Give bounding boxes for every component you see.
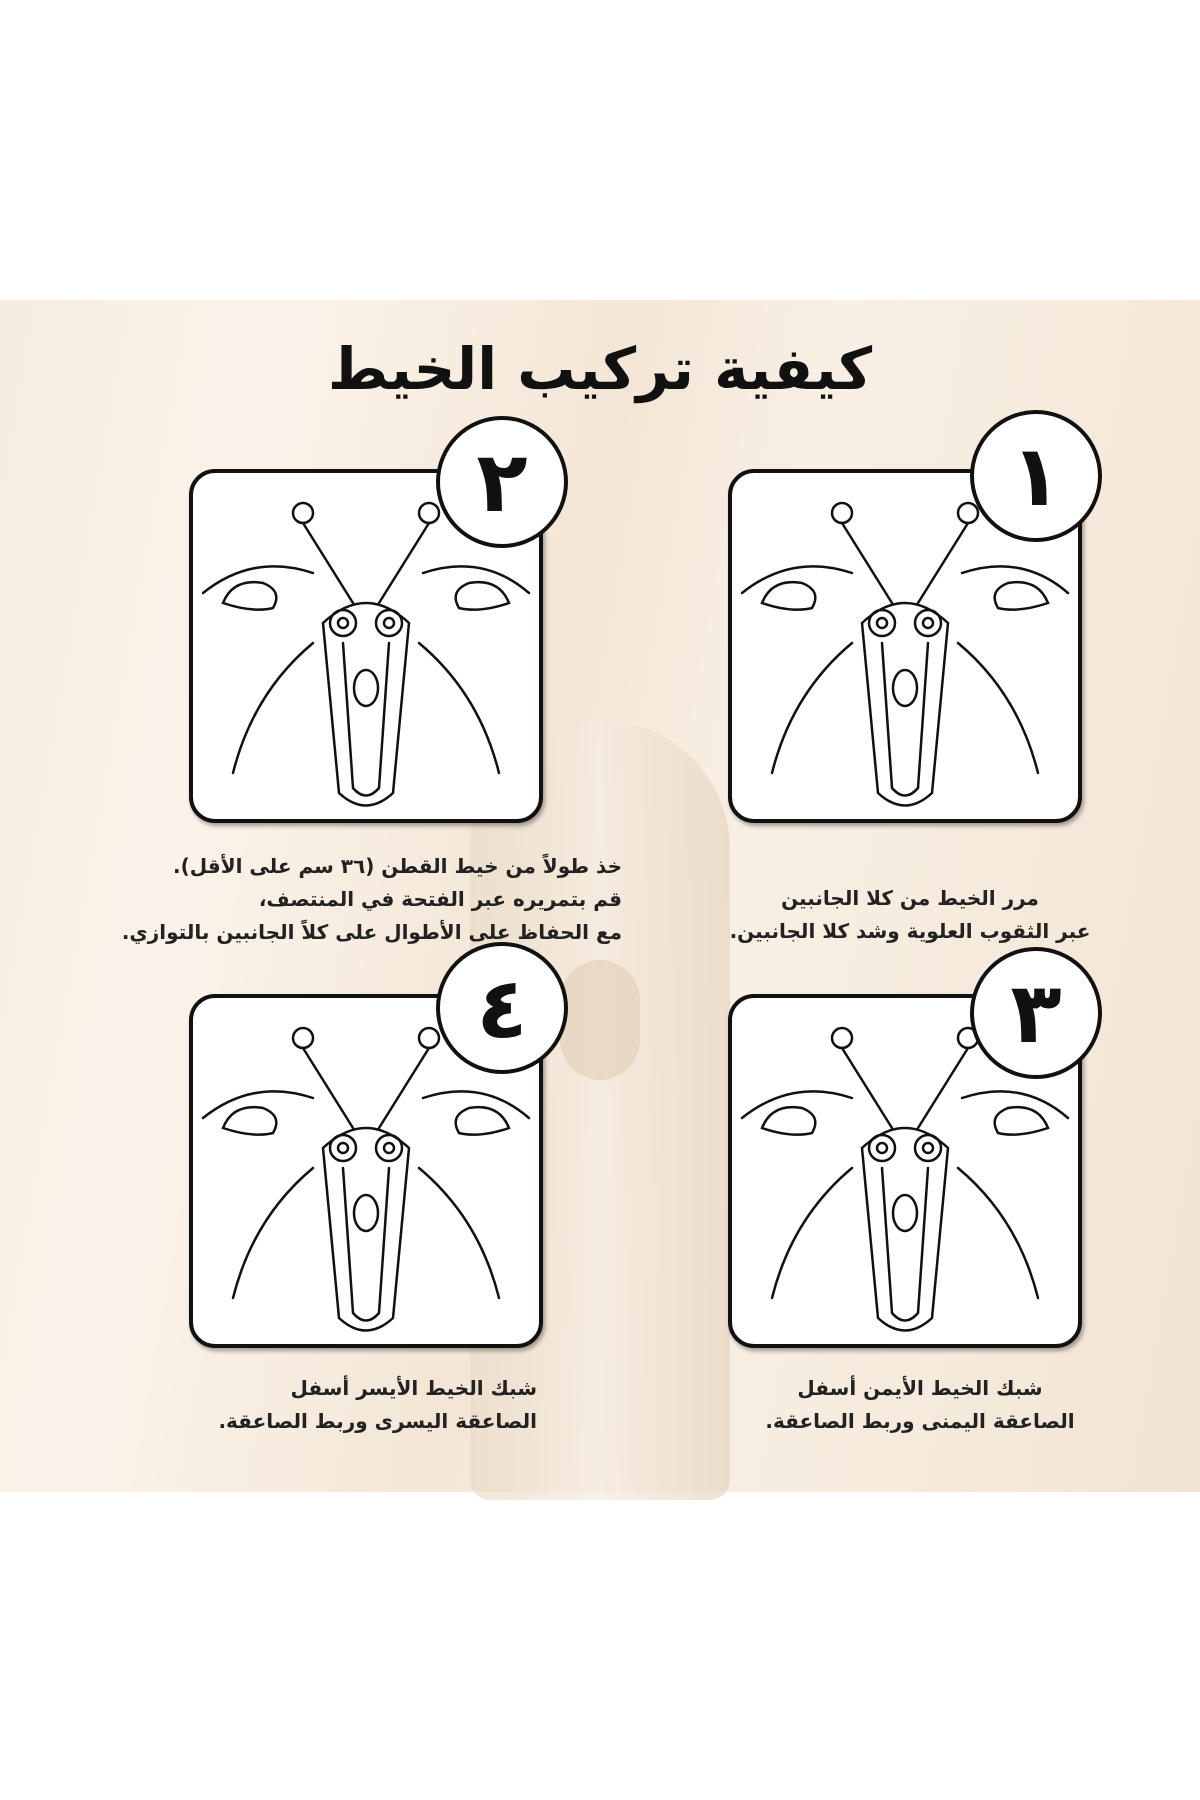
- step-2-number-badge: ٢: [436, 416, 568, 548]
- background-device-button: [560, 960, 640, 1080]
- caption-line: الصاعقة اليمنى وربط الصاعقة.: [765, 1409, 1075, 1433]
- caption-line: شبك الخيط الأيمن أسفل: [797, 1376, 1043, 1400]
- caption-line: عبر الثقوب العلوية وشد كلا الجانبين.: [729, 919, 1091, 943]
- caption-line: قم بتمريره عبر الفتحة في المنتصف،: [258, 887, 622, 911]
- step-3-caption: [720, 1372, 1120, 1438]
- step-4-number-badge: ٤: [436, 942, 568, 1074]
- caption-line: خذ طولاً من خيط القطن (٣٦ سم على الأقل).: [173, 854, 622, 878]
- caption-line: الصاعقة اليسرى وربط الصاعقة.: [218, 1409, 537, 1433]
- caption-line: شبك الخيط الأيسر أسفل: [290, 1376, 537, 1400]
- caption-line: مع الحفاظ على الأطوال على كلاً الجانبين بالتوازي.: [121, 920, 622, 944]
- step-1-number-badge: ١: [970, 410, 1102, 542]
- step-1-caption: [700, 882, 1120, 948]
- page-title: كيفية تركيب الخيط: [327, 335, 873, 403]
- caption-line: مرر الخيط من كلا الجانبين: [781, 886, 1039, 910]
- step-4-caption: [218, 1372, 537, 1438]
- step-2-caption: [122, 850, 622, 949]
- step-3-number-badge: ٣: [970, 947, 1102, 1079]
